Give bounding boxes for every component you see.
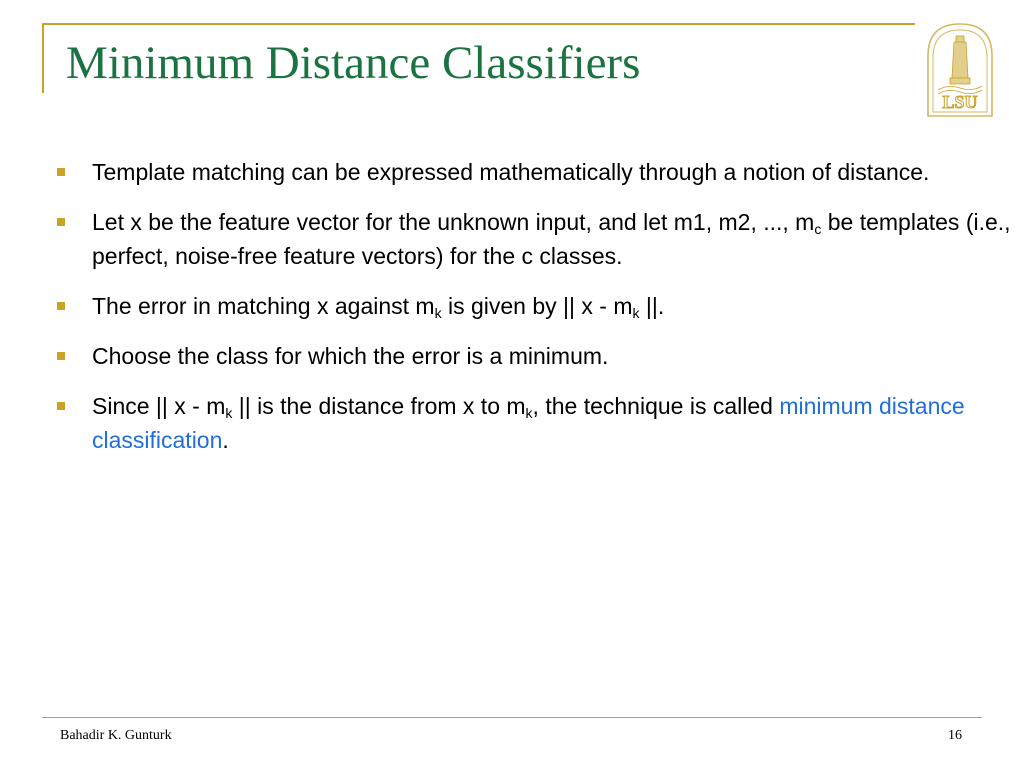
lighthouse-tower-icon [938, 36, 982, 94]
title-frame-left-line [42, 23, 44, 93]
bullet-text [92, 393, 965, 453]
bullet-text [92, 293, 664, 319]
bullet-item [52, 289, 1017, 323]
bullet-item [52, 155, 1017, 189]
bullet-text [92, 209, 1011, 269]
title-frame-top-line [42, 23, 915, 25]
text-run: Since || x - m [92, 393, 226, 419]
bullet-item [52, 389, 1017, 457]
slide-title: Minimum Distance Classifiers [66, 37, 641, 89]
bullet-list [52, 155, 1017, 473]
text-run: be templates (i.e., perfect, noise-free feature vectors) for the c classes. [92, 209, 1011, 269]
text-run: Template matching can be expressed mathematically through a notion of distance. [92, 159, 930, 185]
lsu-logo [922, 20, 998, 120]
bullet-square-icon [57, 402, 65, 410]
bullet-item [52, 339, 1017, 373]
bullet-square-icon [57, 302, 65, 310]
logo-text: LSU [942, 92, 978, 112]
subscript: k [632, 305, 640, 321]
bullet-square-icon [57, 352, 65, 360]
subscript: k [434, 305, 442, 321]
text-run: is given by || x - m [441, 293, 633, 319]
bullet-square-icon [57, 168, 65, 176]
bullet-text [92, 159, 929, 185]
bullet-item [52, 205, 1017, 273]
subscript: c [814, 221, 822, 237]
footer-divider [42, 717, 982, 718]
subscript: k [525, 405, 533, 421]
footer-author: Bahadir K. Gunturk [60, 728, 172, 743]
text-run: ||. [639, 293, 665, 319]
bullet-text [92, 343, 608, 369]
text-run: , the technique is called [532, 393, 780, 419]
subscript: k [225, 405, 233, 421]
text-run: Choose the class for which the error is a minimum. [92, 343, 609, 369]
text-run: Let x be the feature vector for the unknown input, and let m1, m2, ..., m [92, 209, 815, 235]
text-run: || is the distance from x to m [232, 393, 526, 419]
bullet-square-icon [57, 218, 65, 226]
page-number: 16 [948, 728, 962, 743]
highlighted-term: minimum distance classification [92, 393, 965, 453]
text-run: The error in matching x against m [92, 293, 435, 319]
text-run: . [222, 427, 229, 453]
